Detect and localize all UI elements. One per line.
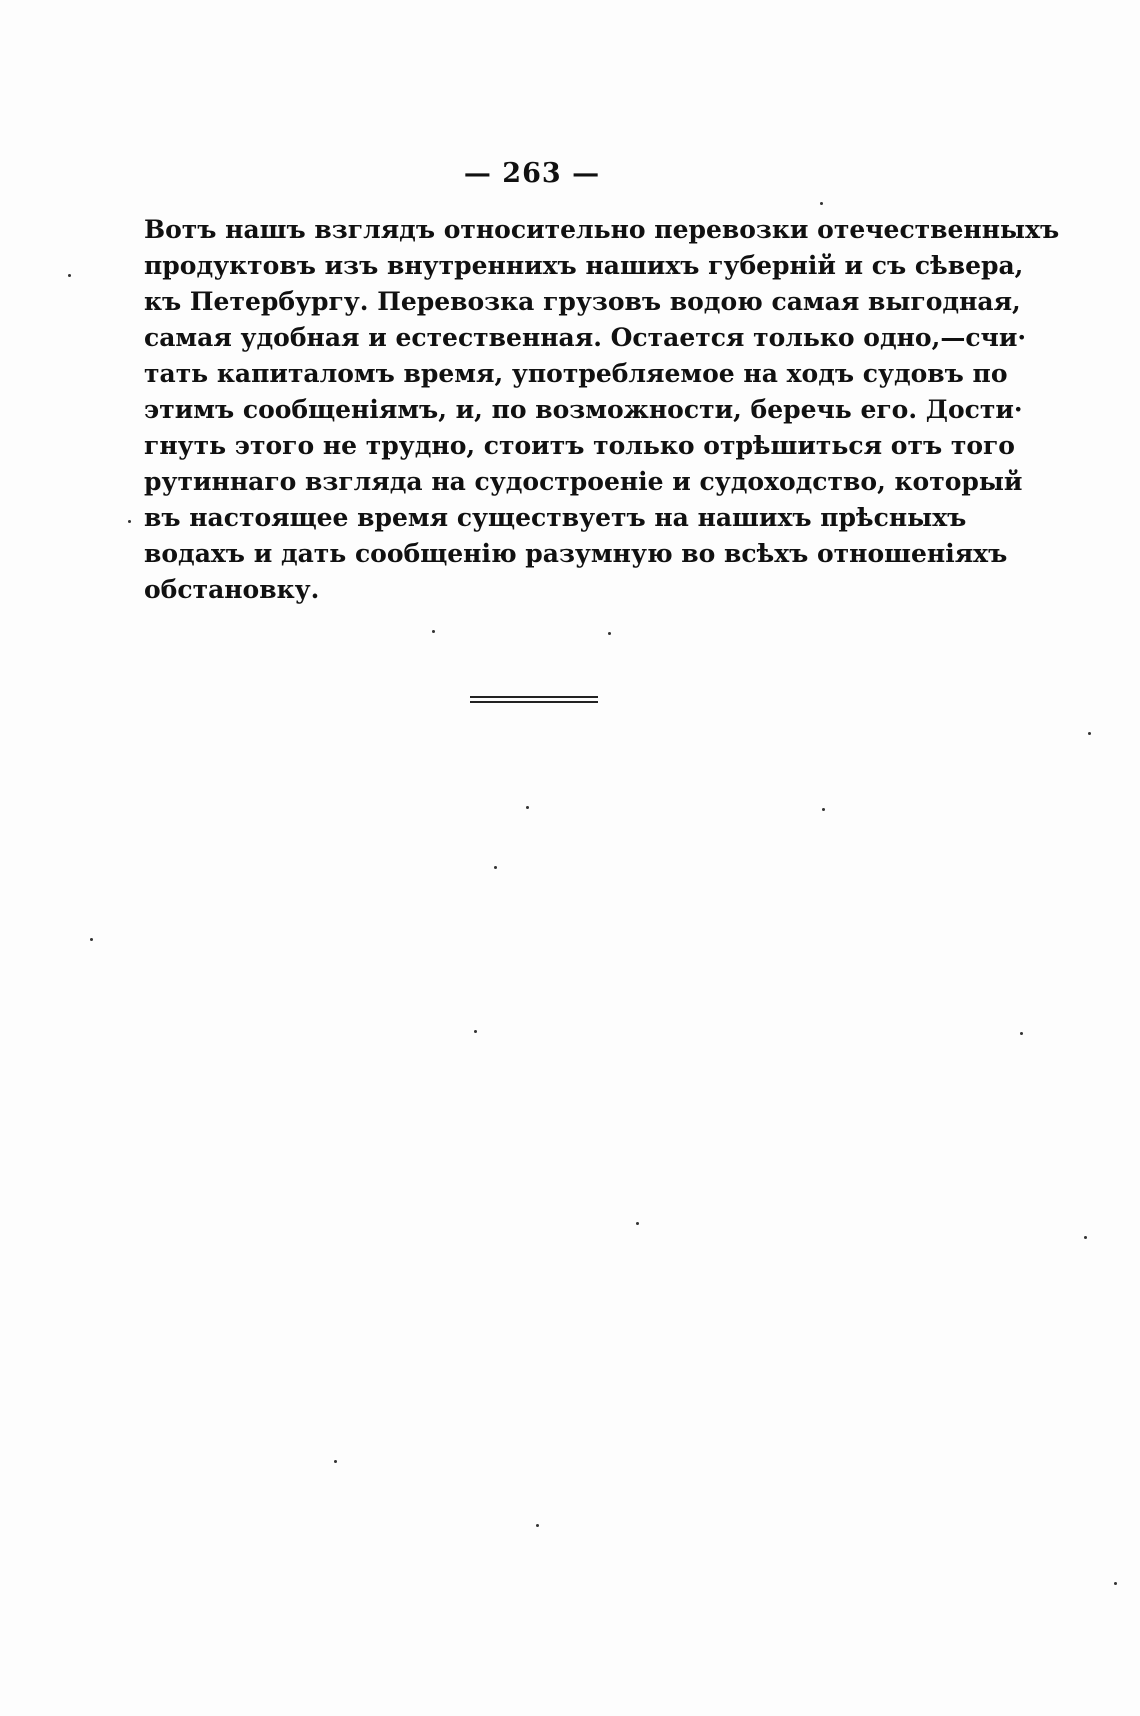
text-line: въ настоящее время существуетъ на нашихъ прѣсныхъ: [144, 503, 967, 532]
text-line: этимъ сообщеніямъ, и, по возможности, беречь его. Дости·: [144, 395, 1023, 424]
scan-speck: [608, 632, 611, 635]
scan-speck: [334, 1460, 337, 1463]
scan-speck: [822, 808, 825, 811]
scan-speck: [1020, 1032, 1023, 1035]
end-rule: [470, 696, 598, 704]
paragraph: [144, 212, 1060, 608]
text-line: обстановку.: [144, 575, 320, 604]
scan-speck: [432, 630, 435, 633]
scan-speck: [474, 1030, 477, 1033]
scan-speck: [90, 938, 93, 941]
scan-speck: [494, 866, 497, 869]
text-line: продуктовъ изъ внутреннихъ нашихъ губерній и съ сѣвера,: [144, 251, 1024, 280]
text-line: Вотъ нашъ взглядъ относительно перевозки отечественныхъ: [144, 215, 1060, 244]
scan-speck: [68, 274, 71, 277]
scan-speck: [820, 202, 823, 205]
scan-speck: [1088, 732, 1091, 735]
page-number: — 263 —: [463, 158, 601, 189]
text-line: къ Петербургу. Перевозка грузовъ водою самая выгодная,: [144, 287, 1021, 316]
scan-speck: [526, 806, 529, 809]
scan-speck: [636, 1222, 639, 1225]
text-line: самая удобная и естественная. Остается только одно,—счи·: [144, 323, 1027, 352]
rule-line-top: [470, 696, 598, 698]
text-line: рутиннаго взгляда на судостроеніе и судоходство, который: [144, 467, 1023, 496]
rule-line-bottom: [470, 701, 598, 703]
text-line: гнуть этого не трудно, стоитъ только отрѣшиться отъ того: [144, 431, 1015, 460]
text-line: водахъ и дать сообщенію разумную во всѣхъ отношеніяхъ: [144, 539, 1008, 568]
scan-speck: [1114, 1582, 1117, 1585]
text-line: тать капиталомъ время, употребляемое на ходъ судовъ по: [144, 359, 1008, 388]
scan-speck: [536, 1524, 539, 1527]
scan-speck: [128, 520, 131, 523]
scan-speck: [1084, 1236, 1087, 1239]
